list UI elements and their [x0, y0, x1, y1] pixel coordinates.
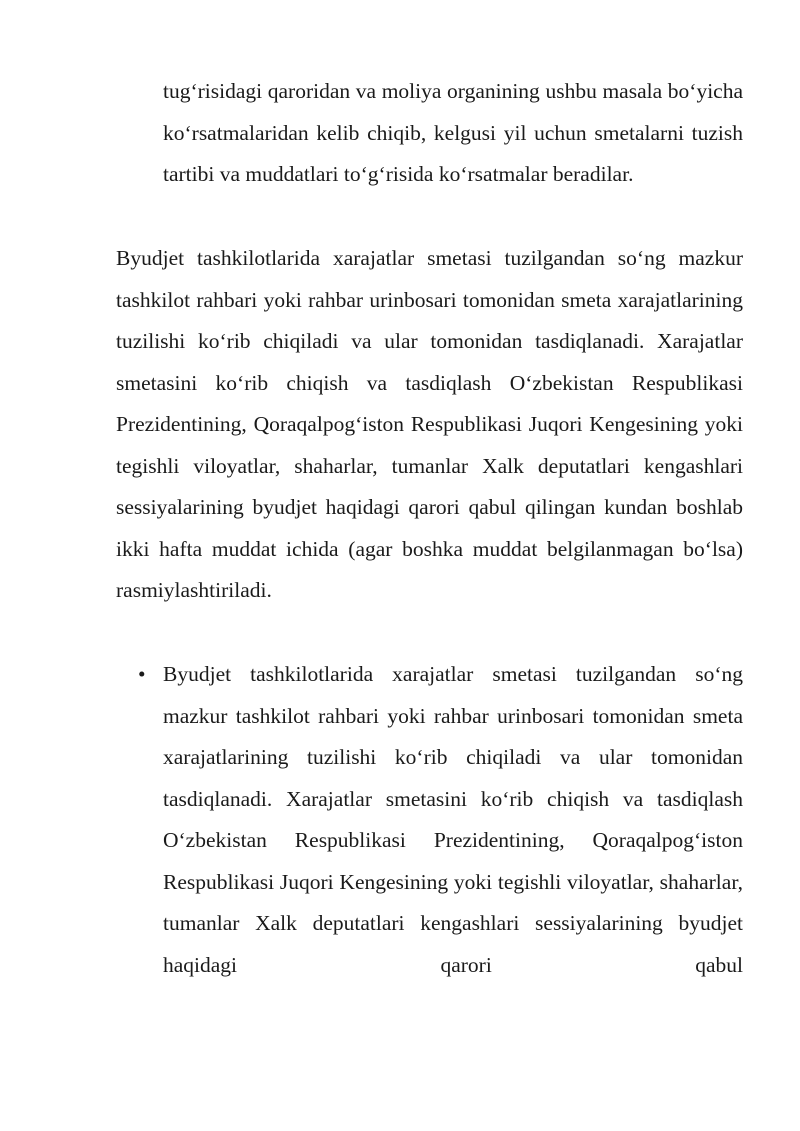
bullet-marker: •: [138, 662, 146, 686]
continuation-paragraph: tug‘risidagi qaroridan va moliya organining ushbu masala bo‘yicha ko‘rsatmalaridan kelib chiqib, kelgusi yil uchun smetalarni tuzish tartibi va muddatlari to‘g‘risida ko‘rsatmalar beradilar.: [163, 79, 743, 186]
bullet-item-text: Byudjet tashkilotlarida xarajatlar smetasi tuzilgandan so‘ng mazkur tashkilot rahbari yoki rahbar urinbosari tomonidan smeta xarajatlarining tuzilishi ko‘rib chiqiladi va ular tomonidan tasdiqlanadi. Xarajatlar smetasini ko‘rib chiqish va tasdiqlash O‘zbekistan Respublikasi Prezidentining, Qoraqalpog‘iston Respublikasi Juqori Kengesining yoki tegishli viloyatlar, shaharlar, tumanlar Xalk deputatlari kengashlari sessiyalarining byudjet haqidagi qarori qabul: [163, 662, 743, 977]
main-paragraph: Byudjet tashkilotlarida xarajatlar smetasi tuzilgandan so‘ng mazkur tashkilot rahbari yoki rahbar urinbosari tomonidan smeta xarajatlarining tuzilishi ko‘rib chiqiladi va ular tomonidan tasdiqlanadi. Xarajatlar smetasini ko‘rib chiqish va tasdiqlash O‘zbekistan Respublikasi Prezidentining, Qoraqalpog‘iston Respublikasi Juqori Kengesining yoki tegishli viloyatlar, shaharlar, tumanlar Xalk deputatlari kengashlari sessiyalarining byudjet haqidagi qarori qabul qilingan kundan boshlab ikki hafta muddat ichida (agar boshka muddat belgilanmagan bo‘lsa) rasmiylashtiriladi.: [116, 246, 743, 602]
